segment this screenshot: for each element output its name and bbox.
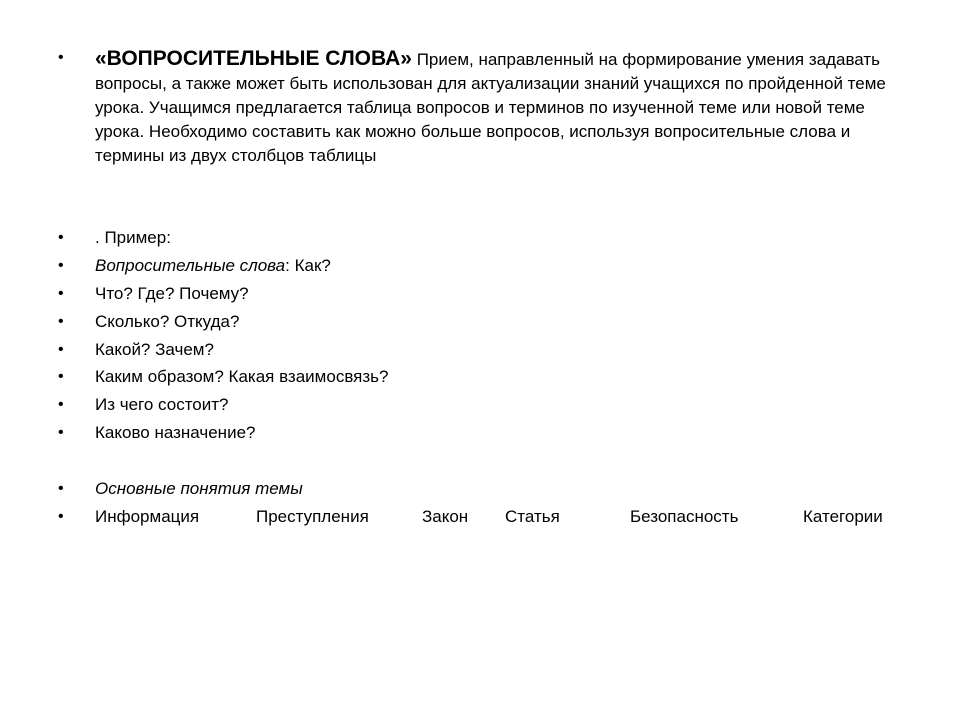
bullet-icon: •: [58, 368, 64, 385]
bullet-icon: •: [58, 396, 64, 413]
concept-term: Безопасность: [630, 507, 739, 526]
concept-term: Статья: [505, 507, 560, 526]
concept-term: Закон: [422, 507, 469, 526]
concept-term: Информация: [95, 507, 200, 526]
question-item: Сколько? Откуда?: [95, 312, 240, 331]
question-item: Какой? Зачем?: [95, 340, 214, 359]
bullet-icon: •: [58, 480, 64, 497]
concept-term: Преступления: [256, 507, 369, 526]
question-item: Из чего состоит?: [95, 395, 229, 414]
question-word-first: : Как?: [285, 256, 331, 275]
concepts-label: Основные понятия темы: [95, 479, 303, 498]
question-item: Каким образом? Какая взаимосвязь?: [95, 367, 389, 386]
question-item: Что? Где? Почему?: [95, 284, 249, 303]
bullet-icon: •: [58, 508, 64, 525]
intro-paragraph: [95, 47, 915, 168]
question-words-label: Вопросительные слова: [95, 256, 286, 275]
intro-title: «ВОПРОСИТЕЛЬНЫЕ СЛОВА»: [95, 47, 412, 70]
question-item: Каково назначение?: [95, 423, 256, 442]
question-words-line: [95, 254, 331, 278]
bullet-icon: •: [58, 285, 64, 302]
bullet-icon: •: [58, 341, 64, 358]
bullet-icon: •: [58, 229, 64, 246]
bullet-icon: •: [58, 313, 64, 330]
example-label: . Пример:: [95, 228, 171, 247]
bullet-icon: •: [58, 257, 64, 274]
intro-text: Прием, направленный на формирование умения задавать вопросы, а также может быть использован для актуализации знаний учащихся по пройденной теме урока. Учащимся предлагается таблица вопросов и терминов по изученной теме или новой теме урока. Необходимо составить как можно больше вопросов, используя вопросительные слова и термины из двух столбцов таблицы: [95, 50, 886, 165]
bullet-icon: •: [58, 424, 64, 441]
concept-term: Категории: [803, 507, 883, 526]
bullet-icon: •: [58, 49, 64, 66]
